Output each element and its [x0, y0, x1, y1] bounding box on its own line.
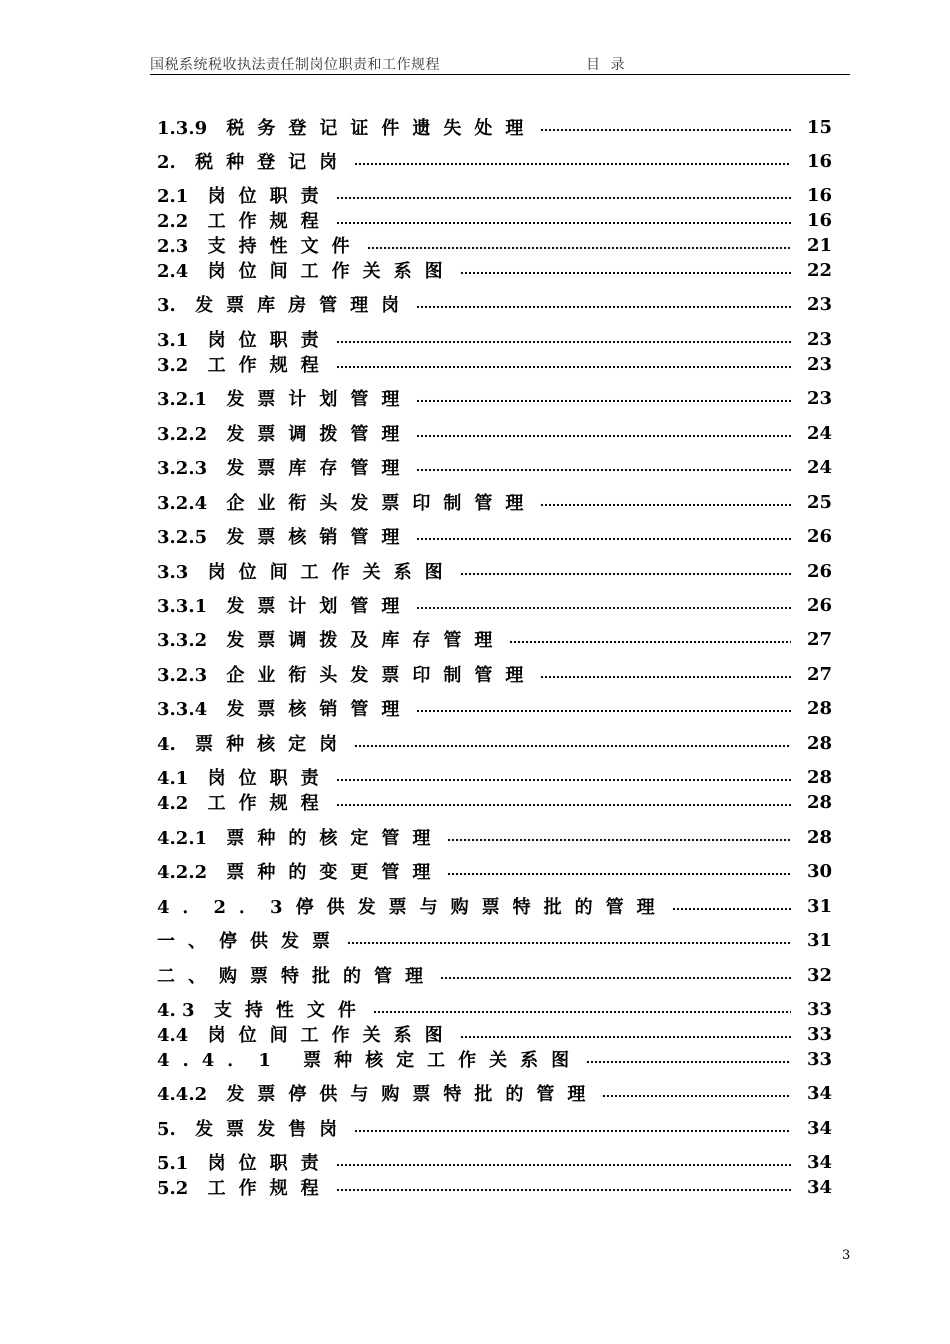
toc-entry-title — [157, 291, 412, 317]
toc-entry-page: 28 — [807, 732, 833, 754]
dot-leader — [354, 744, 791, 748]
dot-leader — [447, 872, 791, 876]
toc-entry-page: 28 — [807, 697, 833, 719]
toc-entry-number: 3.2.2 — [157, 424, 208, 445]
toc-entry-label: 票种核定岗 — [195, 734, 351, 755]
toc-entry-title — [157, 1021, 456, 1047]
toc-entry-page: 26 — [807, 525, 833, 547]
dot-leader — [586, 1060, 791, 1064]
toc-entry-label: 税务登记证件遗失处理 — [226, 118, 537, 139]
toc-entry-label: 岗位职责 — [207, 1153, 332, 1174]
toc-entry-page: 31 — [807, 929, 833, 951]
toc-entry-number: 3.2.3 — [157, 665, 208, 686]
toc-entry-title — [157, 893, 668, 919]
toc-entry-number: 4.2 — [157, 793, 189, 814]
toc-entry-page: 34 — [807, 1151, 833, 1173]
dot-leader — [440, 976, 791, 980]
toc-entry-title — [157, 182, 332, 208]
dot-leader — [416, 537, 791, 541]
toc-entry-page: 16 — [807, 150, 833, 172]
dot-leader — [336, 1163, 791, 1167]
toc-entry-page: 28 — [807, 791, 833, 813]
toc-entry-title — [157, 824, 443, 850]
toc-entry-label: 支持性文件 — [213, 1000, 369, 1021]
toc-entry-label: 岗位职责 — [207, 186, 332, 207]
dot-leader — [336, 778, 791, 782]
toc-entry[interactable] — [157, 490, 833, 514]
toc-entry[interactable] — [157, 765, 833, 789]
dot-leader — [460, 271, 791, 275]
toc-entry-label: 发票计划管理 — [226, 389, 413, 410]
toc-entry-label: 发票调拨管理 — [226, 424, 413, 445]
dot-leader — [416, 399, 791, 403]
toc-entry-page: 33 — [807, 998, 833, 1020]
dot-leader — [336, 365, 791, 369]
dot-leader — [354, 1129, 791, 1133]
toc-entry-title — [157, 661, 536, 687]
dot-leader — [367, 246, 791, 250]
toc-entry-label: 工作规程 — [207, 1178, 332, 1199]
document-title: 国税系统税收执法责任制岗位职责和工作规程 — [150, 57, 440, 73]
toc-entry-page: 30 — [807, 860, 833, 882]
dot-leader — [460, 1035, 791, 1039]
toc-entry[interactable] — [157, 997, 833, 1021]
toc-entry-label: 岗位间工作关系图 — [207, 562, 456, 583]
dot-leader — [336, 803, 791, 807]
toc-entry-title — [157, 148, 350, 174]
toc-entry-page: 23 — [807, 387, 833, 409]
toc-entry-page: 15 — [807, 116, 833, 138]
toc-entry[interactable] — [157, 421, 833, 445]
toc-entry-title — [157, 523, 412, 549]
toc-entry-number: 3. — [157, 295, 176, 316]
toc-entry-label: 票种的核定管理 — [226, 828, 444, 849]
toc-entry-number: 2.3 — [157, 236, 189, 257]
toc-entry[interactable] — [157, 731, 833, 755]
toc-entry[interactable] — [157, 352, 833, 376]
toc-entry-number: 3.2.3 — [157, 458, 208, 479]
toc-entry-page: 23 — [807, 293, 833, 315]
toc-entry-number: 2. — [157, 152, 176, 173]
toc-entry-page: 16 — [807, 184, 833, 206]
toc-entry[interactable] — [157, 1081, 833, 1105]
toc-entry[interactable] — [157, 327, 833, 351]
toc-entry-label: 工作规程 — [207, 211, 332, 232]
toc-entry-title — [157, 626, 505, 652]
toc-entry-number: 2.2 — [157, 211, 189, 232]
toc-entry-page: 27 — [807, 663, 833, 685]
toc-entry[interactable] — [157, 1116, 833, 1140]
toc-entry-number: 3.2 — [157, 355, 189, 376]
toc-entry-label: 发票调拨及库存管理 — [226, 630, 506, 651]
toc-entry-title — [157, 730, 350, 756]
toc-entry-label: 二、购票特批的管理 — [157, 966, 436, 987]
toc-entry-page: 33 — [807, 1023, 833, 1045]
toc-entry-page: 27 — [807, 628, 833, 650]
toc-entry-number: 1.3.9 — [157, 118, 208, 139]
toc-entry-title — [157, 351, 332, 377]
dot-leader — [416, 606, 791, 610]
toc-entry-page: 31 — [807, 895, 833, 917]
toc-entry-page: 23 — [807, 353, 833, 375]
toc-entry[interactable] — [157, 1047, 833, 1071]
section-title: 目 录 — [586, 57, 625, 73]
toc-entry-label: 发票计划管理 — [226, 596, 413, 617]
toc-entry-page: 25 — [807, 491, 833, 513]
toc-entry-label: 4．2．3停供发票与购票特批的管理 — [157, 897, 668, 918]
toc-entry[interactable] — [157, 963, 833, 987]
toc-entry-title — [157, 232, 363, 258]
toc-entry-page: 32 — [807, 964, 833, 986]
toc-entry-number: 3.2.1 — [157, 389, 208, 410]
dot-leader — [336, 196, 791, 200]
toc-entry[interactable] — [157, 859, 833, 883]
dot-leader — [540, 675, 791, 679]
dot-leader — [416, 468, 791, 472]
toc-entry-number: 3.3.2 — [157, 630, 208, 651]
toc-entry-title — [157, 1080, 598, 1106]
toc-entry[interactable] — [157, 208, 833, 232]
page-header — [150, 52, 850, 75]
toc-entry-number: 3.3.1 — [157, 596, 208, 617]
toc-entry-number: 5.1 — [157, 1153, 189, 1174]
toc-entry-page: 24 — [807, 456, 833, 478]
toc-entry-title — [157, 489, 536, 515]
toc-entry-number: 4.4 — [157, 1025, 189, 1046]
toc-entry-title — [157, 326, 332, 352]
toc-entry-number: 4.2.2 — [157, 862, 208, 883]
dot-leader — [336, 340, 791, 344]
toc-entry[interactable] — [157, 696, 833, 720]
toc-entry[interactable] — [157, 258, 833, 282]
toc-entry-page: 21 — [807, 234, 833, 256]
toc-entry-page: 34 — [807, 1082, 833, 1104]
toc-entry-page: 34 — [807, 1117, 833, 1139]
toc-entry[interactable] — [157, 233, 833, 257]
toc-entry-page: 33 — [807, 1048, 833, 1070]
toc-entry[interactable] — [157, 183, 833, 207]
toc-entry-title — [157, 1149, 332, 1175]
dot-leader — [416, 709, 791, 713]
toc-entry-label: 税种登记岗 — [195, 152, 351, 173]
dot-leader — [354, 162, 791, 166]
toc-entry[interactable] — [157, 593, 833, 617]
toc-entry[interactable] — [157, 455, 833, 479]
toc-entry-number: 3.2.5 — [157, 527, 208, 548]
toc-entry[interactable] — [157, 928, 833, 952]
toc-entry-title — [157, 114, 536, 140]
toc-entry-label: 发票停供与购票特批的管理 — [226, 1084, 599, 1105]
toc-entry-title — [157, 695, 412, 721]
toc-entry-title — [157, 420, 412, 446]
toc-entry-number: 3.3.4 — [157, 699, 208, 720]
dot-leader — [336, 1188, 791, 1192]
toc-entry[interactable] — [157, 559, 833, 583]
toc-entry[interactable] — [157, 115, 833, 139]
toc-entry[interactable] — [157, 825, 833, 849]
toc-entry[interactable] — [157, 386, 833, 410]
toc-entry[interactable] — [157, 627, 833, 651]
toc-entry-number: 2.1 — [157, 186, 189, 207]
toc-entry[interactable] — [157, 894, 833, 918]
toc-entry-label: 4.4．1 票种核定工作关系图 — [157, 1050, 583, 1071]
dot-leader — [602, 1094, 791, 1098]
toc-entry-title — [157, 1115, 350, 1141]
toc-entry[interactable] — [157, 1150, 833, 1174]
toc-entry-title — [157, 927, 343, 953]
toc-entry-number: 3.1 — [157, 330, 189, 351]
toc-entry-label: 企业衔头发票印制管理 — [226, 665, 537, 686]
toc-entry-label: 票种的变更管理 — [226, 862, 444, 883]
toc-entry-label: 支持性文件 — [207, 236, 363, 257]
toc-entry-number: 4. — [157, 734, 176, 755]
toc-entry-number: 4.1 — [157, 768, 189, 789]
toc-entry[interactable] — [157, 790, 833, 814]
toc-entry-page: 24 — [807, 422, 833, 444]
toc-entry-label: 发票核销管理 — [226, 527, 413, 548]
toc-entry-page: 34 — [807, 1176, 833, 1198]
toc-entry[interactable] — [157, 149, 833, 173]
toc-entry-title — [157, 962, 436, 988]
toc-entry-title — [157, 558, 456, 584]
toc-entry-number: 4. 3 — [157, 1000, 195, 1021]
toc-entry-title — [157, 764, 332, 790]
dot-leader — [509, 640, 791, 644]
toc-entry-number: 3.2.4 — [157, 493, 208, 514]
toc-entry[interactable] — [157, 292, 833, 316]
toc-entry-number: 5.2 — [157, 1178, 189, 1199]
toc-entry-number: 2.4 — [157, 261, 189, 282]
toc-entry[interactable] — [157, 524, 833, 548]
toc-entry-label: 岗位职责 — [207, 330, 332, 351]
dot-leader — [416, 434, 791, 438]
toc-entry[interactable] — [157, 662, 833, 686]
toc-entry[interactable] — [157, 1175, 833, 1199]
toc-entry-title — [157, 1174, 332, 1200]
toc-entry-title — [157, 1046, 582, 1072]
toc-entry-title — [157, 858, 443, 884]
toc-entry-number: 5. — [157, 1119, 176, 1140]
toc-entry-label: 发票库存管理 — [226, 458, 413, 479]
toc-entry-page: 16 — [807, 209, 833, 231]
toc-entry-label: 发票发售岗 — [195, 1119, 351, 1140]
toc-entry-page: 26 — [807, 560, 833, 582]
toc-entry-page: 28 — [807, 826, 833, 848]
toc-entry-label: 岗位间工作关系图 — [207, 1025, 456, 1046]
toc-entry-title — [157, 454, 412, 480]
toc-entry-title — [157, 257, 456, 283]
toc-entry-page: 28 — [807, 766, 833, 788]
toc-entry-number: 3.3 — [157, 562, 189, 583]
dot-leader — [672, 907, 791, 911]
toc-entry-label: 发票库房管理岗 — [195, 295, 413, 316]
toc-entry-page: 26 — [807, 594, 833, 616]
dot-leader — [540, 128, 791, 132]
toc-entry-label: 工作规程 — [207, 355, 332, 376]
toc-entry-label: 工作规程 — [207, 793, 332, 814]
toc-entry-number: 4.4.2 — [157, 1084, 208, 1105]
toc-entry-label: 岗位间工作关系图 — [207, 261, 456, 282]
toc-entry-label: 一、停供发票 — [157, 931, 343, 952]
toc-entry-label: 岗位职责 — [207, 768, 332, 789]
dot-leader — [460, 572, 791, 576]
toc-entry-title — [157, 789, 332, 815]
toc-entry-page: 22 — [807, 259, 833, 281]
dot-leader — [373, 1010, 791, 1014]
toc-entry-label: 发票核销管理 — [226, 699, 413, 720]
toc-entry-title — [157, 207, 332, 233]
toc-entry-number: 4.2.1 — [157, 828, 208, 849]
toc-entry[interactable] — [157, 1022, 833, 1046]
dot-leader — [416, 305, 791, 309]
toc-entry-page: 23 — [807, 328, 833, 350]
page-number: 3 — [842, 1248, 851, 1263]
dot-leader — [447, 838, 791, 842]
toc-entry-title — [157, 385, 412, 411]
toc-entry-label: 企业衔头发票印制管理 — [226, 493, 537, 514]
dot-leader — [347, 941, 791, 945]
toc-entry-title — [157, 592, 412, 618]
dot-leader — [540, 503, 791, 507]
toc-entry-title — [157, 996, 369, 1022]
dot-leader — [336, 221, 791, 225]
